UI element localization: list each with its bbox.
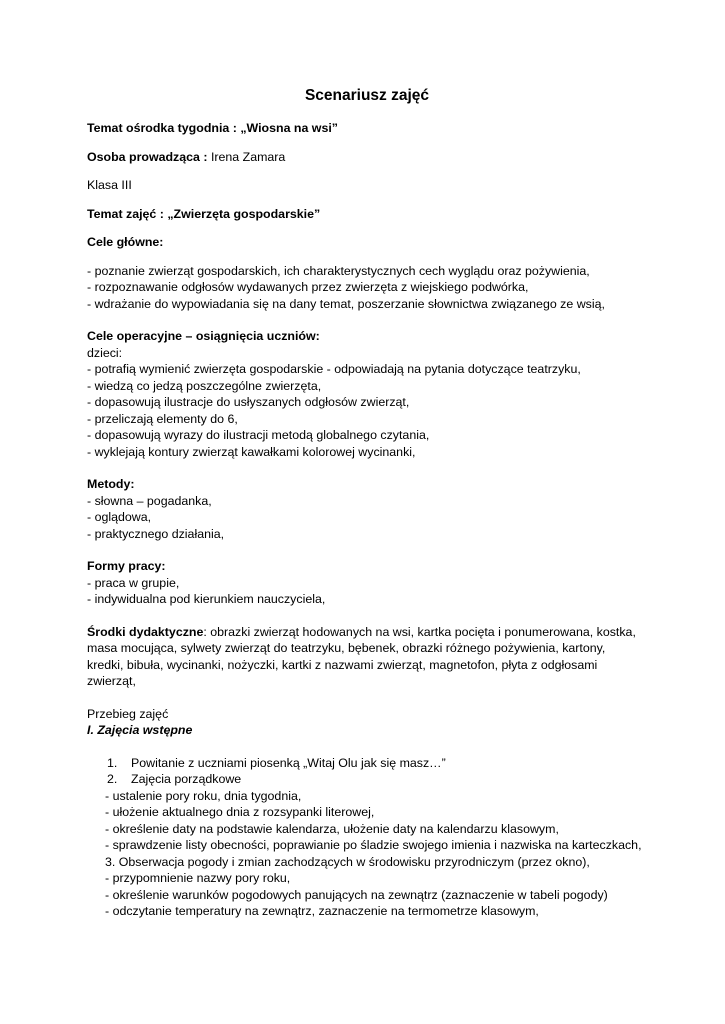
list-item: - oglądowa, — [87, 510, 152, 524]
srodki-section — [87, 624, 647, 690]
list-number: 1. — [107, 755, 118, 770]
temat-osrodka-label: Temat ośrodka tygodnia : — [87, 121, 241, 135]
list-item: - dopasowują wyrazy do ilustracji metodą globalnego czytania, — [87, 428, 430, 442]
list-item: - przypomnienie nazwy pory roku, — [105, 871, 291, 885]
formy-section — [87, 558, 647, 608]
temat-osrodka-value: „Wiosna na wsi” — [240, 121, 338, 135]
temat-osrodka — [87, 120, 647, 137]
osoba-value: Irena Zamara — [210, 149, 286, 164]
cele-glowne-list — [87, 263, 647, 313]
section-heading: I. Zajęcia wstępne — [87, 723, 193, 737]
metody-section — [87, 476, 647, 542]
list-item: - praca w grupie, — [87, 575, 180, 590]
list-item: - praktycznego działania, — [87, 526, 225, 541]
metody-heading: Metody: — [87, 477, 135, 491]
list-item: - dopasowują ilustracje do usłyszanych odgłosów zwierząt, — [87, 395, 410, 409]
osoba-label: Osoba prowadząca : — [87, 149, 211, 164]
cele-operacyjne-section — [87, 328, 647, 460]
list-item: - przeliczają elementy do 6, — [87, 411, 238, 426]
list-item: - sprawdzenie listy obecności, poprawianie po śladzie swojego imienia i nazwiska na karteczkach, — [105, 838, 642, 852]
list-item: - indywidualna pod kierunkiem nauczyciela, — [87, 592, 326, 606]
list-item: - potrafią wymienić zwierzęta gospodarskie - odpowiadają na pytania dotyczące teatrzyku, — [87, 362, 581, 376]
cele-operacyjne-heading: Cele operacyjne – osiągnięcia uczniów: — [87, 329, 320, 343]
klasa: Klasa III — [87, 178, 132, 192]
cele-glowne-heading: Cele główne: — [87, 235, 164, 249]
list-item: - rozpoznawanie odgłosów wydawanych przez zwierzęta z wiejskiego podwórka, — [87, 280, 529, 294]
numbered-list — [87, 755, 647, 788]
list-item: - określenie warunków pogodowych panujących na zewnątrz (zaznaczenie w tabeli pogody) — [105, 887, 608, 902]
list-item: - wiedzą co jedzą poszczególne zwierzęta, — [87, 378, 322, 393]
list-item: - określenie daty na podstawie kalendarza, ułożenie daty na kalendarzu klasowym, — [105, 821, 559, 836]
cele-operacyjne-intro: dzieci: — [87, 345, 123, 360]
osoba-prowadzaca — [87, 149, 647, 166]
srodki-line: zwierząt, — [87, 674, 136, 688]
page-title: Scenariusz zajęć — [304, 87, 430, 104]
srodki-line: kredki, bibuła, wycinanki, nożyczki, kartki z nazwami zwierząt, magnetofon, płyta z odgłosami — [87, 657, 598, 672]
temat-zajec-value: „Zwierzęta gospodarskie” — [167, 206, 321, 221]
srodki-label: Środki dydaktyczne — [87, 624, 204, 639]
list-item: - ustalenie pory roku, dnia tygodnia, — [105, 788, 302, 803]
srodki-text: : obrazki zwierząt hodowanych na wsi, kartka pocięta i ponumerowana, kostka, — [203, 624, 636, 639]
srodki-first-line — [87, 624, 647, 641]
przebieg-section — [87, 706, 647, 920]
list-number: 2. — [107, 772, 118, 786]
srodki-line: masa mocująca, sylwety zwierząt do teatrzyku, bębenek, obrazki różnego pożywienia, kartony, — [87, 641, 606, 655]
list-item: - wdrażanie do wypowiadania się na dany temat, poszerzanie słownictwa związanego ze wsią, — [87, 296, 605, 311]
list-item: 3. Obserwacja pogody i zmian zachodzących w środowisku przyrodniczym (przez okno), — [105, 854, 590, 869]
przebieg-heading: Przebieg zajęć — [87, 706, 169, 721]
list-text: Powitanie z uczniami piosenką „Witaj Olu jak się masz…” — [131, 755, 446, 770]
formy-heading: Formy pracy: — [87, 559, 166, 573]
list-item: - słowna – pogadanka, — [87, 493, 212, 508]
list-text: Zajęcia porządkowe — [131, 772, 242, 786]
list-item: - wyklejają kontury zwierząt kawałkami kolorowej wycinanki, — [87, 444, 416, 459]
temat-zajec-label: Temat zajęć : — [87, 206, 168, 221]
list-item: - ułożenie aktualnego dnia z rozsypanki literowej, — [105, 805, 375, 819]
list-item — [87, 771, 647, 788]
list-item: - odczytanie temperatury na zewnątrz, zaznaczenie na termometrze klasowym, — [105, 904, 539, 918]
document-content — [87, 86, 647, 932]
list-item — [87, 755, 647, 772]
list-item: - poznanie zwierząt gospodarskich, ich charakterystycznych cech wyglądu oraz pożywienia, — [87, 263, 590, 278]
temat-zajec — [87, 206, 647, 223]
